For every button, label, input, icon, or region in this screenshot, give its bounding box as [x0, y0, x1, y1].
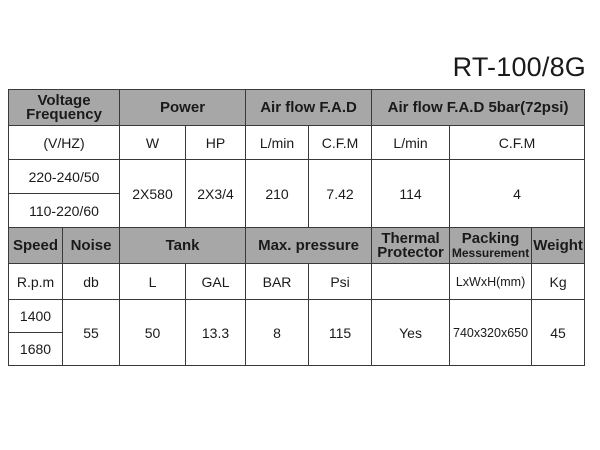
tank-l-unit: L [120, 264, 186, 300]
tank-l-value: 50 [120, 300, 186, 366]
tank-gal-unit: GAL [186, 264, 246, 300]
table1-units-row [9, 126, 585, 160]
weight-unit: Kg [532, 264, 585, 300]
table1-value-row-1 [9, 160, 585, 194]
watt-value: 2X580 [120, 160, 186, 228]
psi-value: 115 [309, 300, 372, 366]
weight-header: Weight [532, 228, 585, 264]
voltage-header [9, 90, 120, 126]
airflow-5bar-header: Air flow F.A.D 5bar(72psi) [372, 90, 585, 126]
cfm-5bar-unit: C.F.M [450, 126, 585, 160]
cfm-value: 7.42 [309, 160, 372, 228]
noise-unit: db [63, 264, 120, 300]
lmin-5bar-unit: L/min [372, 126, 450, 160]
speed-value-2: 1680 [9, 333, 63, 366]
voltage-value-1: 220-240/50 [9, 160, 120, 194]
table2-value-row-1 [9, 300, 585, 333]
thermal-unit [372, 264, 450, 300]
packing-value: 740x320x650 [450, 300, 532, 366]
packing-header [450, 228, 532, 264]
power-header: Power [120, 90, 246, 126]
weight-value: 45 [532, 300, 585, 366]
thermal-header-line1: Thermal [381, 229, 440, 247]
cfm-unit: C.F.M [309, 126, 372, 160]
speed-value-1: 1400 [9, 300, 63, 333]
hp-value: 2X3/4 [186, 160, 246, 228]
tank-header: Tank [120, 228, 246, 264]
voltage-value-2: 110-220/60 [9, 194, 120, 228]
thermal-protector-header [372, 228, 450, 264]
bar-unit: BAR [246, 264, 309, 300]
voltage-header-line2: Frequency [26, 105, 102, 123]
tank-gal-value: 13.3 [186, 300, 246, 366]
airflow-header: Air flow F.A.D [246, 90, 372, 126]
table2-header-row [9, 228, 585, 264]
max-pressure-header: Max. pressure [246, 228, 372, 264]
cfm-5bar-value: 4 [450, 160, 585, 228]
hp-unit: HP [186, 126, 246, 160]
table2-units-row [9, 264, 585, 300]
packing-header-line2: Messurement [451, 245, 530, 260]
thermal-header-line2: Protector [377, 243, 444, 261]
lmin-value: 210 [246, 160, 309, 228]
lmin-5bar-value: 114 [372, 160, 450, 228]
voltage-unit: (V/HZ) [9, 126, 120, 160]
watt-unit: W [120, 126, 186, 160]
model-title: RT-100/8G [452, 52, 586, 82]
packing-header-line1: Packing [461, 229, 520, 247]
speed-unit: R.p.m [9, 264, 63, 300]
noise-header: Noise [63, 228, 120, 264]
voltage-header-line1: Voltage [37, 91, 91, 109]
spec-table [8, 89, 585, 366]
speed-header: Speed [9, 228, 63, 264]
noise-value: 55 [63, 300, 120, 366]
lmin-unit: L/min [246, 126, 309, 160]
bar-value: 8 [246, 300, 309, 366]
packing-unit: LxWxH(mm) [450, 264, 532, 300]
psi-unit: Psi [309, 264, 372, 300]
thermal-value: Yes [372, 300, 450, 366]
table1-header-row [9, 90, 585, 126]
